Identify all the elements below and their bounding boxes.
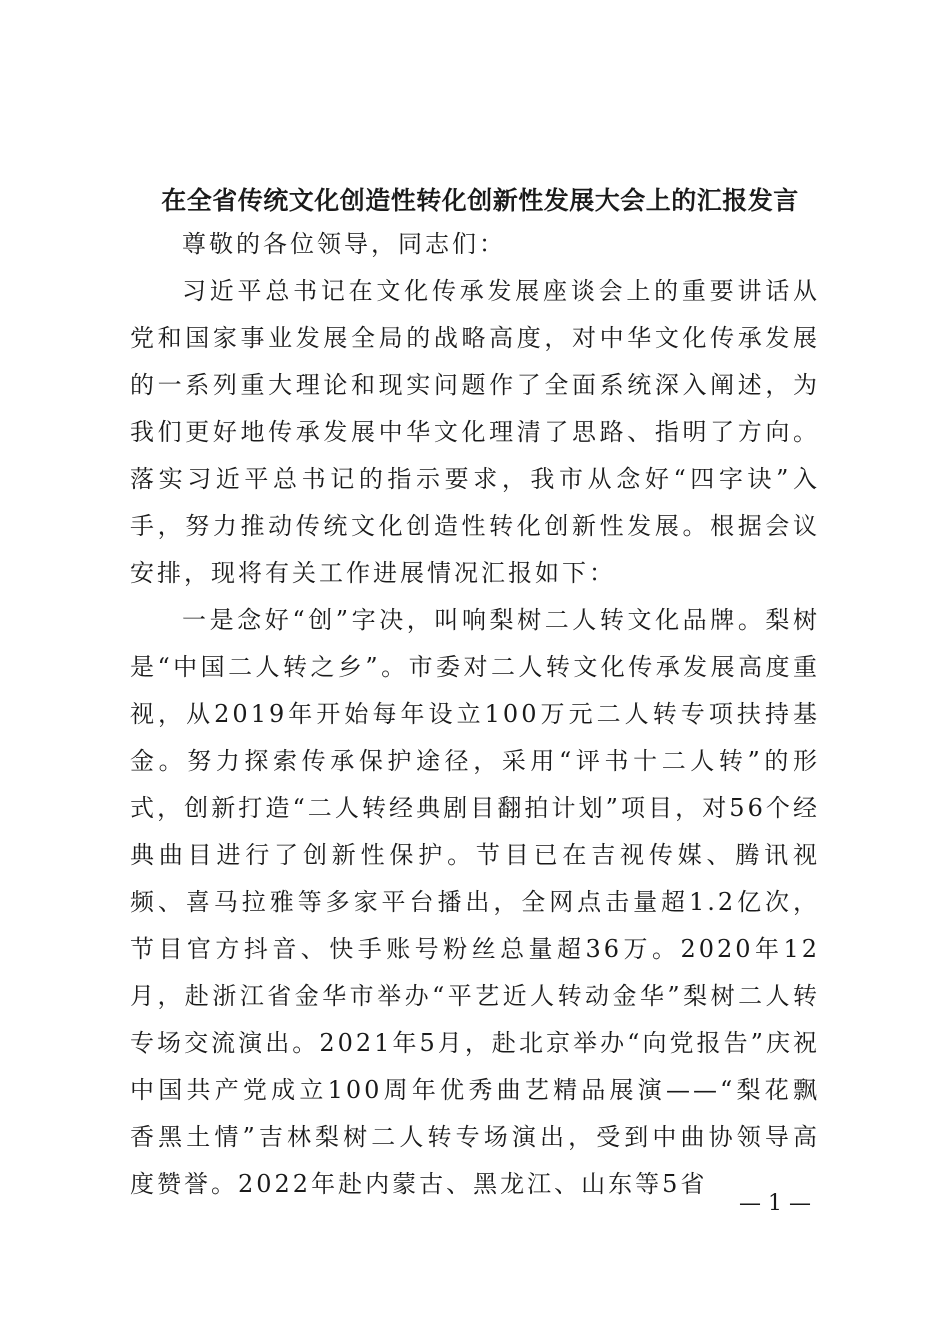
salutation: 尊敬的各位领导，同志们： (182, 230, 506, 258)
document-title: 在全省传统文化创造性转化创新性发展大会上的汇报发言 (161, 186, 799, 215)
paragraph-intro: 习近平总书记在文化传承发展座谈会上的重要讲话从党和国家事业发展全局的战略高度，对中华文化传承发展的一系列重大理论和现实问题作了全面系统深入阐述，为我们更好地传承发展中华文化理清了思路、指明了方向。落实习近平总书记的指示要求，我市从念好“四字诀”入手，努力推动传统文化创造性转化创新性发展。根据会议安排，现将有关工作进展情况汇报如下： (130, 277, 820, 587)
page-number: — 1 — (739, 1191, 811, 1216)
document-body (130, 221, 820, 1208)
paragraph-section-one: 一是念好“创”字决，叫响梨树二人转文化品牌。梨树是“中国二人转之乡”。市委对二人转文化传承发展高度重视，从2019年开始每年设立100万元二人转专项扶持基金。努力探索传承保护途径，采用“评书十二人转”的形式，创新打造“二人转经典剧目翻拍计划”项目，对56个经典曲目进行了创新性保护。节目已在吉视传媒、腾讯视频、喜马拉雅等多家平台播出，全网点击量超1.2亿次，节目官方抖音、快手账号粉丝总量超36万。2020年12月，赴浙江省金华市举办“平艺近人转动金华”梨树二人转专场交流演出。2021年5月，赴北京举办“向党报告”庆祝中国共产党成立100周年优秀曲艺精品展演——“梨花飘香黑土情”吉林梨树二人转专场演出，受到中曲协领导高度赞誉。2022年赴内蒙古、黑龙江、山东等5省 (130, 606, 820, 1198)
